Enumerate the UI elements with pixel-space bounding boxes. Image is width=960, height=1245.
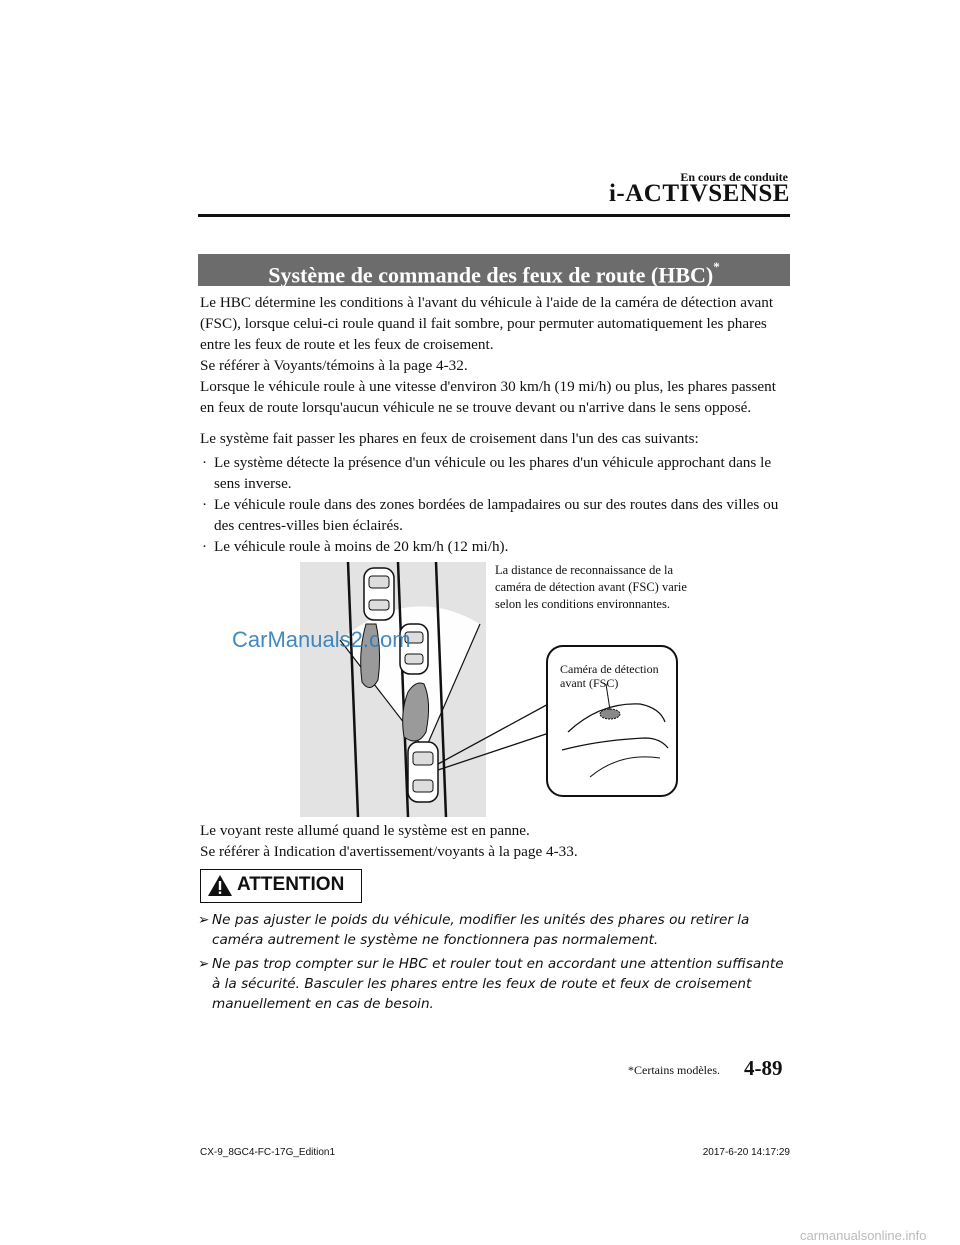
chapter-title: En cours de conduite: [680, 170, 788, 184]
watermark-text: CarManuals2.com: [232, 627, 411, 652]
bullet-dot: ·: [202, 496, 208, 513]
bullet-dot: ·: [202, 454, 208, 471]
models-footnote: *Certains modèles.: [628, 1063, 720, 1077]
oncoming-car: [364, 568, 394, 620]
page-number: 4-89: [744, 1056, 783, 1080]
attention-box: [200, 869, 362, 903]
own-car: [408, 742, 438, 802]
fault-indicator-text: Le voyant reste allumé quand le système est en panne.: [200, 822, 530, 839]
bullet-dot: ·: [202, 538, 208, 555]
print-timestamp: 2017-6-20 14:17:29: [702, 1147, 790, 1158]
arrow-bullet-icon: ➢: [198, 912, 210, 928]
list-item-text: Le système détecte la présence d'un véhicule ou les phares d'un véhicule approchant dans le sens inverse.: [214, 454, 772, 492]
site-brand[interactable]: carmanualsonline.info: [800, 1228, 927, 1243]
low-beam-conditions-list: [200, 452, 790, 557]
detection-range-caption: La distance de reconnaissance de la caméra de détection avant (FSC) varie selon les conditions environnantes.: [495, 563, 687, 611]
camera-icon: [600, 709, 620, 719]
attention-label: ATTENTION: [237, 874, 345, 895]
high-beam-paragraph: Lorsque le véhicule roule à une vitesse d'environ 30 km/h (19 mi/h) ou plus, les phares passent en feux de route lorsqu'aucun véhicule ne se trouve devant ou n'arrive dans le sens opposé.: [200, 378, 776, 416]
attention-item-text: Ne pas ajuster le poids du véhicule, modifier les unités des phares ou retirer la caméra autrement le système ne fonctionnera pas normalement.: [212, 912, 750, 948]
intro-paragraph: Le HBC détermine les conditions à l'avant du véhicule à l'aide de la caméra de détection avant (FSC), lorsque celui-ci roule quand il fait sombre, pour permuter automatiquement les phares entre les feux de route et les feux de croisement.: [200, 294, 774, 353]
attention-item: [200, 910, 790, 950]
attention-item-text: Ne pas trop compter sur le HBC et rouler tout en accordant une attention suffisante à la sécurité. Basculer les phares entre les feux de route et feux de croisement manuellement en cas de besoin.: [212, 956, 784, 1012]
section-header: i-ACTIVSENSE: [608, 180, 790, 207]
camera-callout-label: Caméra de détection avant (FSC): [560, 662, 659, 690]
models-marker: *: [713, 259, 720, 274]
list-item: [200, 452, 790, 494]
low-beam-intro: Le système fait passer les phares en feux de croisement dans l'un des cas suivants:: [200, 430, 699, 447]
list-item-text: Le véhicule roule dans des zones bordées de lampadaires ou sur des routes dans des villes ou des centres-villes bien éclairés.: [214, 496, 779, 534]
list-item-text: Le véhicule roule à moins de 20 km/h (12 mi/h).: [214, 538, 509, 555]
header-rule: [198, 214, 790, 217]
list-item: [200, 536, 790, 557]
warning-triangle-icon: [207, 874, 233, 897]
attention-list: [200, 910, 790, 1018]
reference-indicator: Se référer à Voyants/témoins à la page 4-32.: [200, 357, 468, 374]
section-title-bar: [198, 254, 790, 286]
edition-code: CX-9_8GC4-FC-17G_Edition1: [200, 1147, 336, 1158]
section-title: Système de commande des feux de route (HBC): [268, 262, 714, 288]
attention-item: [200, 954, 790, 1014]
list-item: [200, 494, 790, 536]
arrow-bullet-icon: ➢: [198, 956, 210, 972]
warning-reference: Se référer à Indication d'avertissement/voyants à la page 4-33.: [200, 843, 578, 860]
